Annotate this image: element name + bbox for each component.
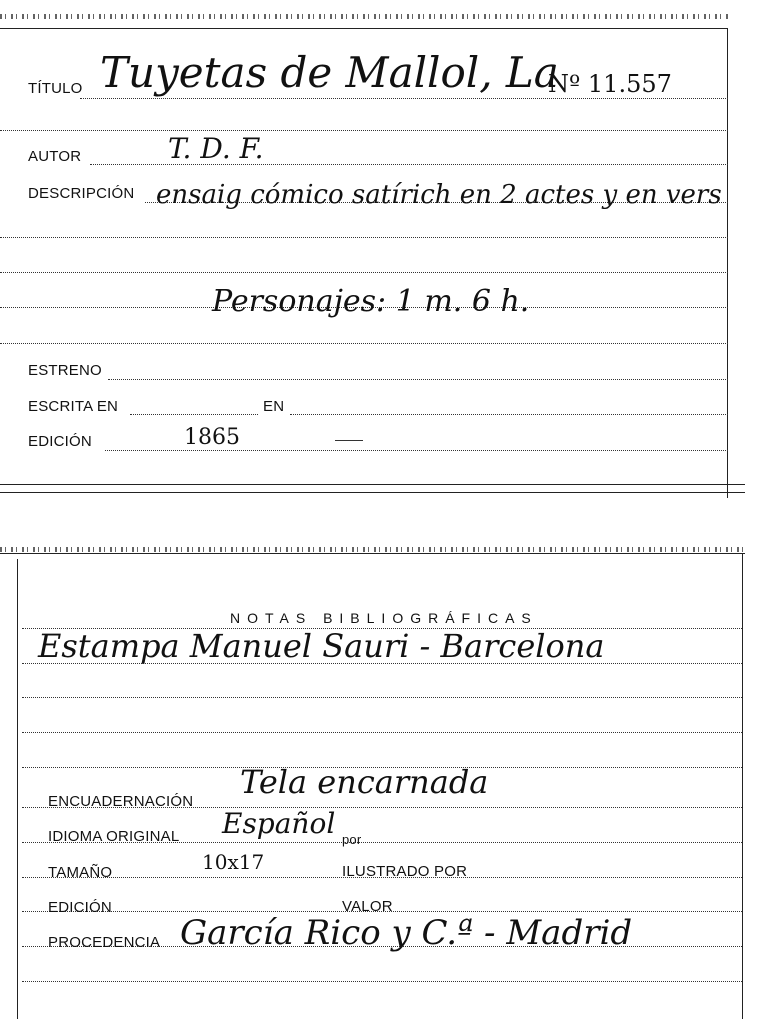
card-bottom-border [0,484,745,485]
ruled-line [130,414,258,415]
encuadernacion-label: ENCUADERNACIÓN [48,793,194,810]
en-label: EN [263,398,285,415]
ruled-line [22,697,742,698]
ruled-line [22,981,742,982]
handwritten-binding: Tela encarnada [240,763,489,801]
card-top-edge [0,547,745,552]
descripcion-label: DESCRIPCIÓN [28,185,135,202]
notas-heading: NOTAS BIBLIOGRÁFICAS [230,610,538,626]
card-right-border [742,553,743,1019]
handwritten-edition-year: 1865 [184,425,240,450]
card-bottom-border-2 [0,492,745,493]
handwritten-author: T. D. F. [168,132,264,165]
card-top-edge [0,14,730,19]
ruled-line [22,732,742,733]
ruled-line [105,450,728,451]
edicion-label: EDICIÓN [28,433,92,450]
handwritten-title: Tuyetas de Mallol, La [100,48,559,97]
ruled-line [0,343,728,344]
ilustrado-por-label: ILUSTRADO POR [342,863,468,880]
ruled-line [0,130,728,131]
handwritten-language: Español [222,807,336,840]
edicion-label: EDICIÓN [48,899,112,916]
handwritten-characters: Personajes: 1 m. 6 h. [212,284,530,319]
pen-stroke [335,440,363,441]
catalog-card-top [0,0,759,500]
card-left-border [17,559,18,1019]
handwritten-provenance: García Rico y C.ª - Madrid [180,913,633,953]
card-top-border [0,28,728,29]
escrita-en-label: ESCRITA EN [28,398,119,415]
titulo-label: TÍTULO [28,80,83,97]
tamano-label: TAMAÑO [48,864,113,881]
ruled-line [290,414,728,415]
handwritten-size: 10x17 [202,850,265,874]
procedencia-label: PROCEDENCIA [48,934,161,951]
ruled-line [80,98,728,99]
handwritten-description: ensaig cómico satírich en 2 actes y en vers [156,180,722,210]
catalog-card-bottom [0,545,759,1028]
ruled-line [0,237,728,238]
por-label: por [342,832,362,847]
autor-label: AUTOR [28,148,82,165]
ruled-line [0,272,728,273]
idioma-original-label: IDIOMA ORIGINAL [48,828,180,845]
valor-label: VALOR [342,898,393,915]
handwritten-number: Nº 11.557 [548,70,672,98]
estreno-label: ESTRENO [28,362,102,379]
card-top-border [0,553,745,554]
ruled-line [108,379,728,380]
handwritten-note: Estampa Manuel Sauri - Barcelona [38,627,605,665]
